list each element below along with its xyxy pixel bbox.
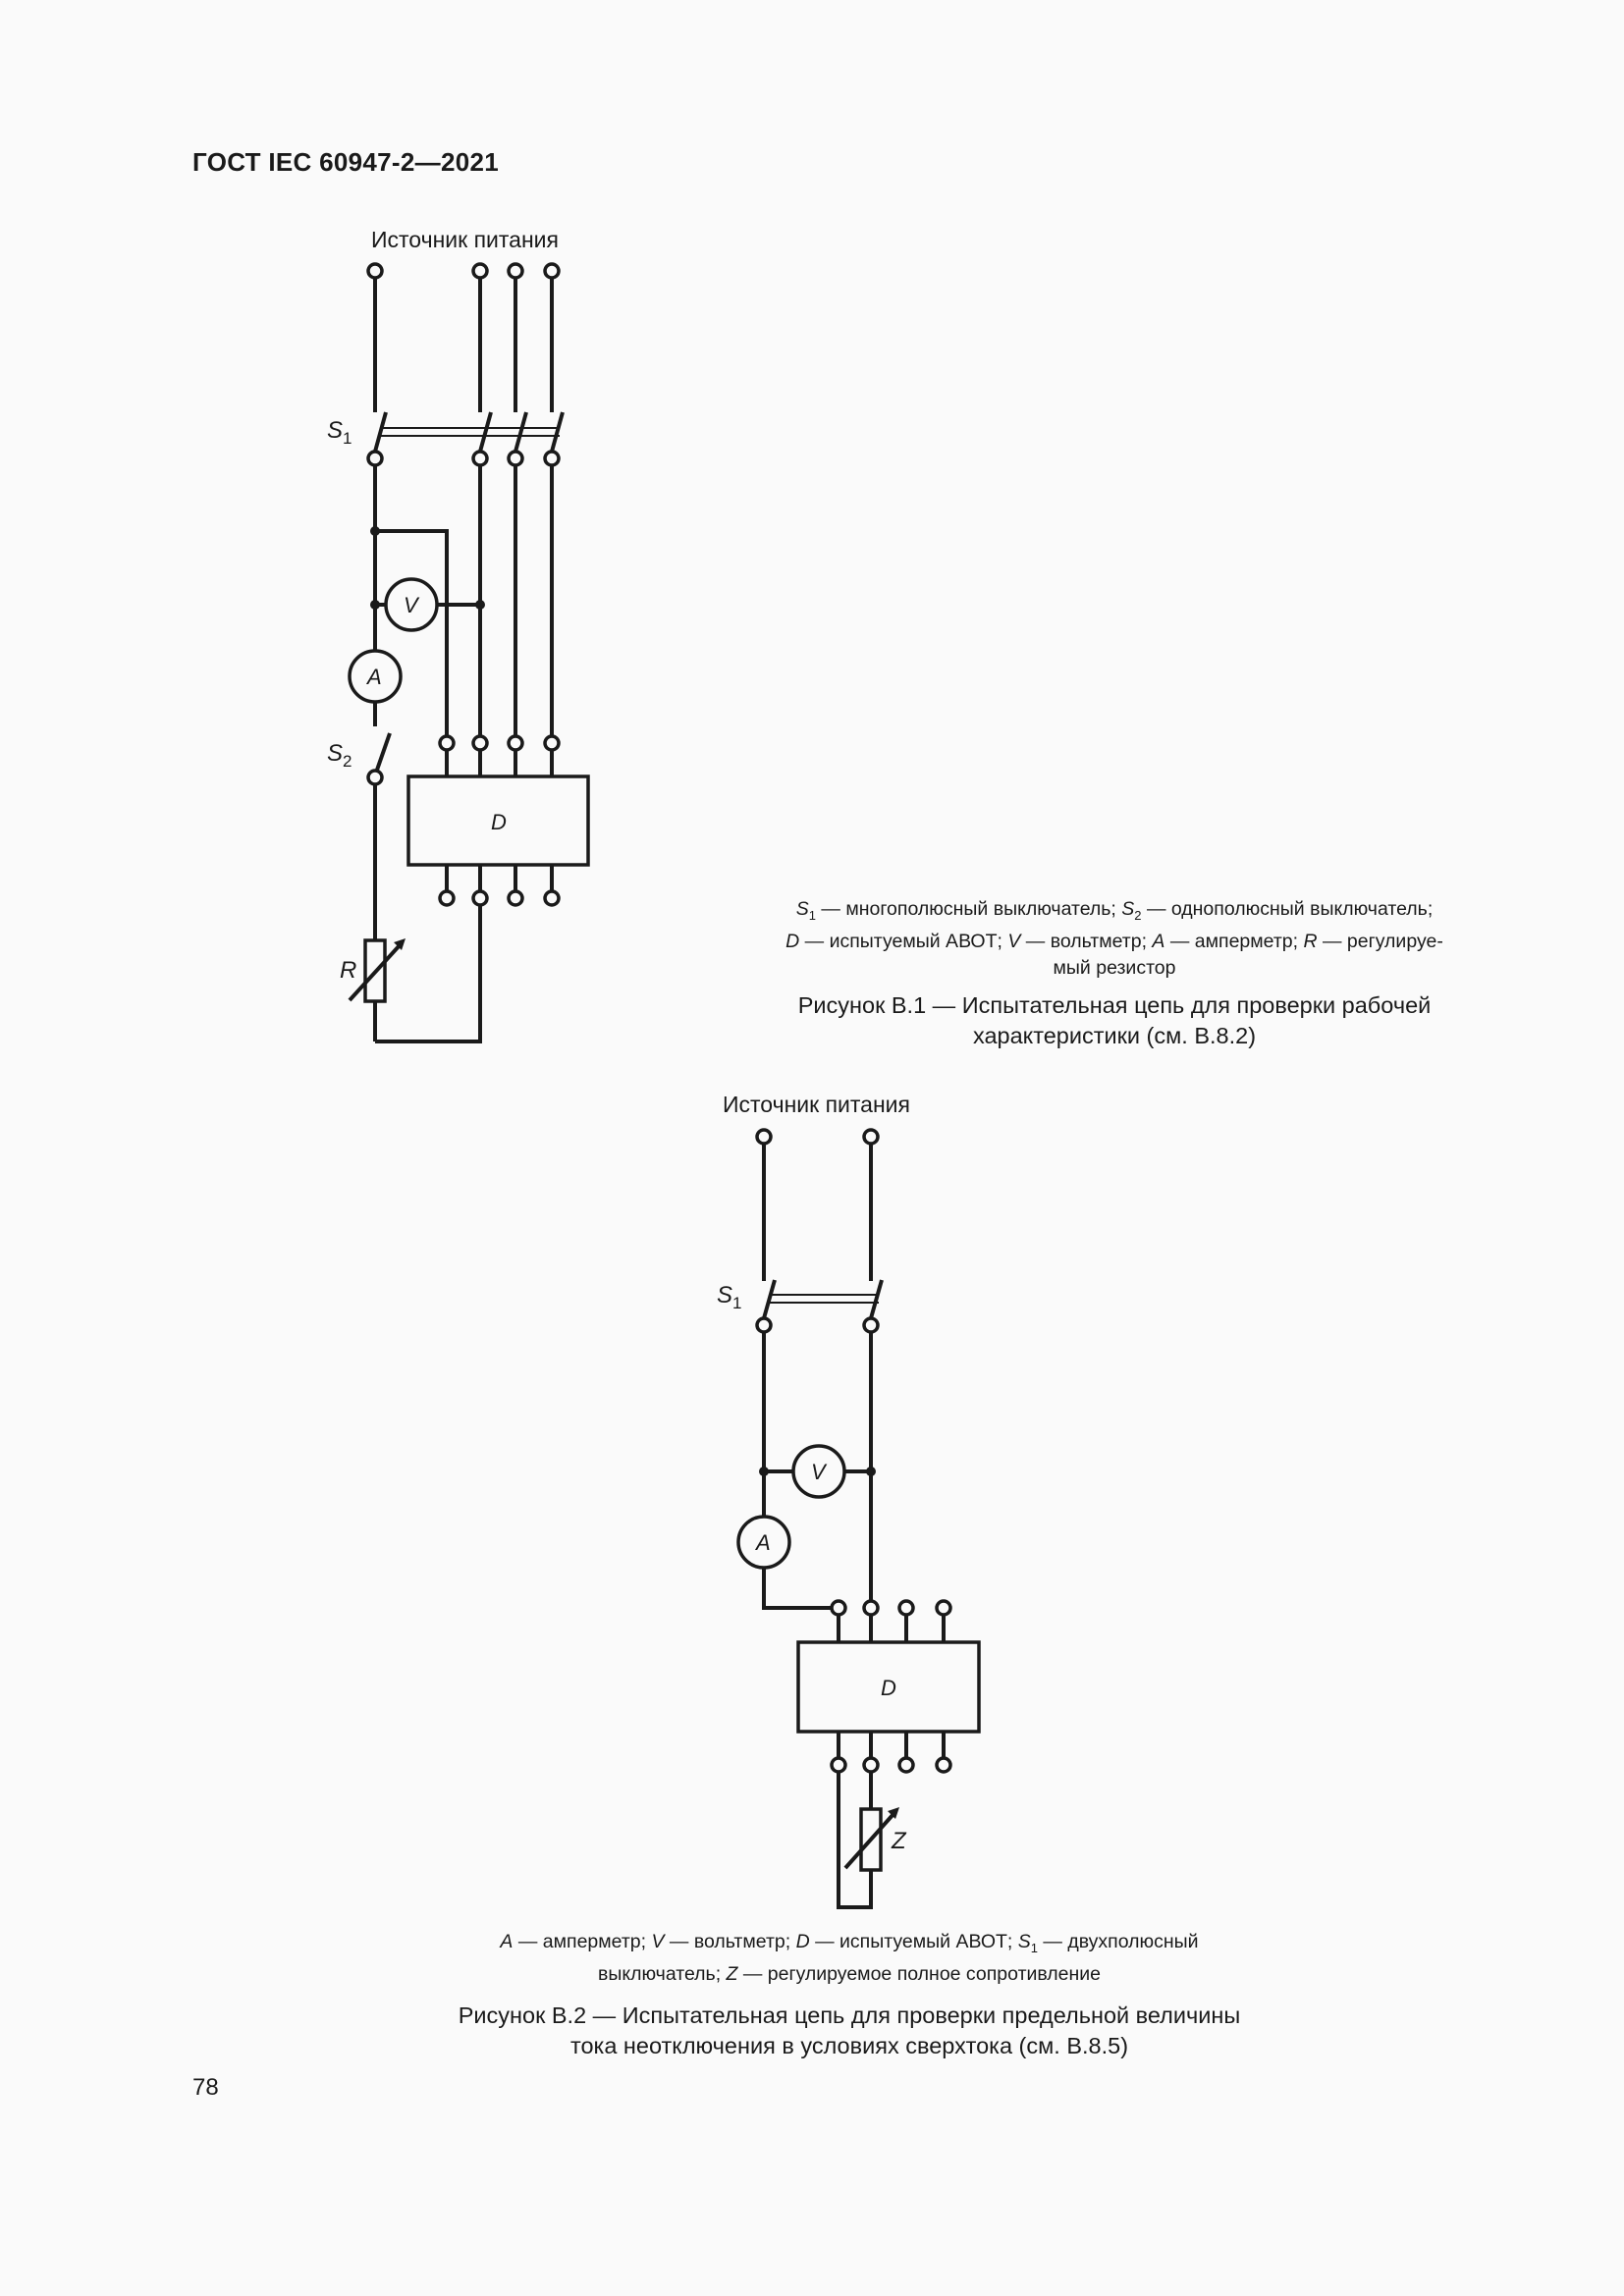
fig2-circuit — [717, 1130, 979, 1907]
fig1-source-label: Источник питания — [371, 227, 559, 252]
fig2-d-label: D — [881, 1676, 896, 1700]
document-header: ГОСТ IEC 60947-2—2021 — [192, 147, 499, 177]
fig1-caption: Рисунок В.1 — Испытательная цепь для проверки рабочей характеристики (см. В.8.2) — [797, 992, 1432, 1048]
fig2-legend: A — амперметр; V — вольтметр; D — испытуемый АВОТ; $S_1$ — двухполюсный выключатель; Z — регулируемое полное сопротивление — [500, 1931, 1199, 1985]
fig2-s1-label: $S_1$ — [717, 1282, 742, 1312]
fig1-s1-label: $S_1$ — [327, 417, 352, 448]
fig1-s2-label: $S_2$ — [327, 740, 352, 771]
fig1-a-label: A — [367, 665, 382, 689]
fig2-source-label: Источник питания — [723, 1092, 910, 1117]
page-number: 78 — [192, 2074, 219, 2101]
fig1-d-label: D — [491, 810, 507, 834]
fig1-circuit — [327, 264, 588, 1041]
fig1-r-label: R — [340, 957, 357, 984]
fig2-caption: Рисунок В.2 — Испытательная цепь для проверки предельной величины тока неотключения в условиях сверхтока (см. В.8.5) — [458, 2002, 1241, 2058]
fig2-v-label: V — [811, 1460, 826, 1484]
fig1-v-label: V — [404, 593, 418, 617]
fig2-z-label: Z — [892, 1828, 906, 1854]
fig1-legend: $S_1$ — многополюсный выключатель; $S_2$ — однополюсный выключатель; D — испытуемый АВОТ; V — вольтметр; A — амперметр; R — регулируе- мый резистор — [785, 898, 1443, 979]
fig2-a-label: A — [756, 1530, 771, 1555]
